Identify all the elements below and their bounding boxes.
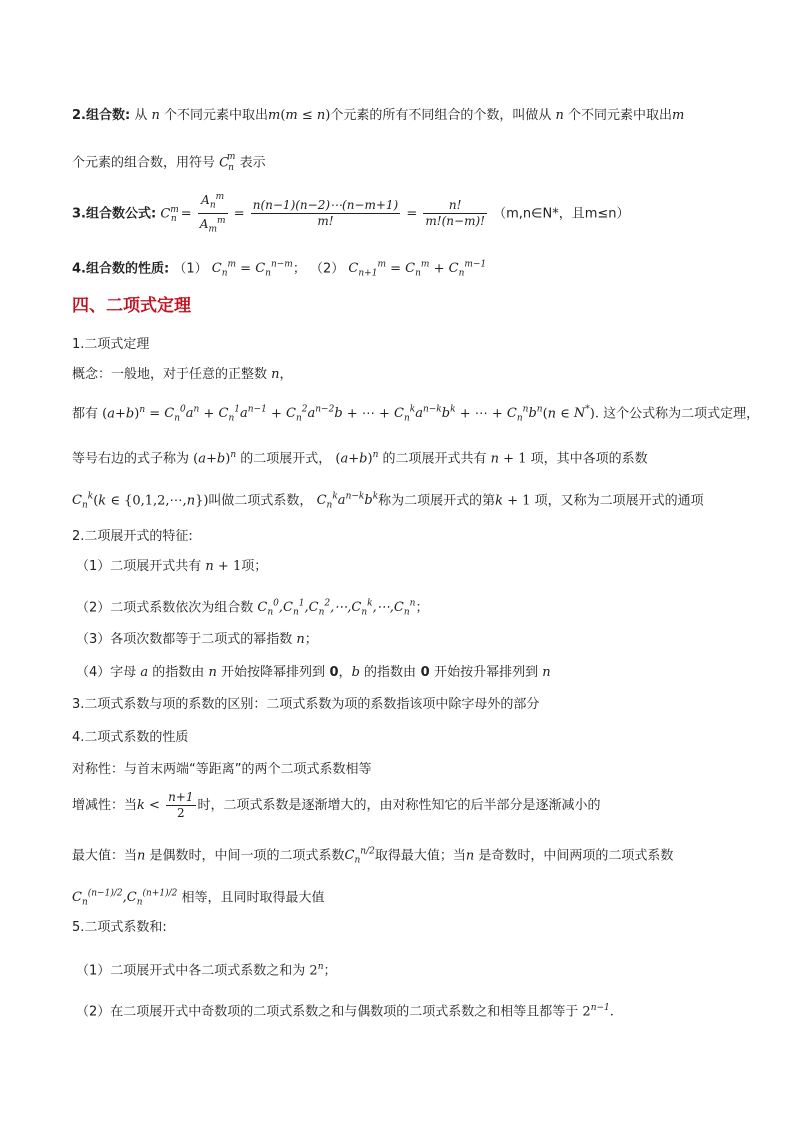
- nature-maximum: 最大值：当n 是偶数时，中间一项的二项式系数$C_n^{n/2}$取得最大值；当n 是奇数时，中间两项的二项式系数: [72, 847, 674, 866]
- theorem-heading: 1.二项式定理: [72, 337, 150, 352]
- combination-definition-line: 2.组合数: 从 n 个不同元素中取出m(m ≤ n)个元素的所有不同组合的个数，叫做从 n 个不同元素中取出m: [72, 108, 685, 123]
- section-heading: 四、二项式定理: [72, 296, 191, 316]
- theorem-expansion: 等号右边的式子称为 $(a+b)^n$ 的二项展开式， $(a+b)^n$ 的二项展开式共有 n + 1 项，其中各项的系数: [72, 450, 648, 467]
- combination-formula-line: 3.组合数公式: $C^m_n$ = $\frac{A_n^m}{A_m^m}$ = $\frac{n(n-1)(n-2)\cdots(n-m+1)}{m!}$ = $\frac{n!}{m!(n-m)!}$ （m,n∈N*，且m≤n）: [72, 190, 630, 230]
- combination-property-line: 4.组合数的性质: （1） $C_n^m = C_n^{n-m}$； （2） $C_{n+1}^m = C_n^m + C_n^{m-1}$: [72, 260, 487, 279]
- fraction-factorial: $\frac{n!}{m!(n-m)!}$: [425, 198, 485, 229]
- theorem-concept: 概念：一般地，对于任意的正整数 n，: [72, 367, 293, 382]
- combination-symbol-line: 个元素的组合数，用符号 $C_n^m$ 表示: [72, 152, 266, 173]
- fraction-product: $\frac{n(n-1)(n-2)\cdots(n-m+1)}{m!}$: [252, 198, 399, 229]
- fraction-a-over-a: $\frac{A_n^m}{A_m^m}$: [199, 192, 226, 235]
- difference-line: 3.二项式系数与项的系数的区别：二项式系数为项的系数指该项中除字母外的部分: [72, 697, 540, 712]
- theorem-formula: 都有 $(a+b)^n = C_n^0a^n + C_n^1a^{n-1} + C_n^2a^{n-2}b$ + ⋯ + $C_n^ka^{n-k}b^k$ + ⋯ + $C_n^nb^n(n$ ∈ N*). 这个公式称为二项式定理，: [72, 405, 760, 424]
- features-item-1: （1）二项展开式共有 n + 1项；: [76, 559, 268, 574]
- sum-heading: 5.二项式系数和:: [72, 920, 167, 935]
- nature-monotonicity: 增减性：当k < $\frac{n+1}{2}$ 时，二项式系数是逐渐增大的，由对称性知它的后半部分是逐渐减小的: [72, 790, 601, 820]
- theorem-coefficients: $C_n^k(k$ ∈ {0,1,2,⋯,n})叫做二项式系数， $C_n^ka^{n-k}b^k$称为二项展开式的第k + 1 项，又称为二项展开式的通项: [72, 492, 704, 511]
- sum-item-2: （2）在二项展开式中奇数项的二项式系数之和与偶数项的二项式系数之和相等且都等于 $2^{n-1}$.: [76, 1003, 614, 1020]
- nature-maximum-cont: $C_n^{(n-1)/2},C_n^{(n+1)/2}$ 相等，且同时取得最大值: [72, 889, 325, 908]
- nature-heading: 4.二项式系数的性质: [72, 730, 189, 745]
- features-heading: 2.二项展开式的特征:: [72, 529, 193, 544]
- sum-item-1: （1）二项展开式中各二项式系数之和为 2$^n$；: [76, 962, 337, 979]
- features-item-2: （2）二项式系数依次为组合数 $C_n^0,C_n^1,C_n^2,\cdots,C_n^k,\cdots,C_n^n$；: [76, 599, 429, 618]
- nature-symmetry: 对称性：与首末两端“等距离”的两个二项式系数相等: [72, 762, 372, 777]
- features-item-4: （4）字母 a 的指数由 n 开始按降幂排列到 0，b 的指数由 0 开始按升幂排列到 n: [76, 665, 551, 680]
- features-item-3: （3）各项次数都等于二项式的幂指数 n；: [76, 632, 318, 647]
